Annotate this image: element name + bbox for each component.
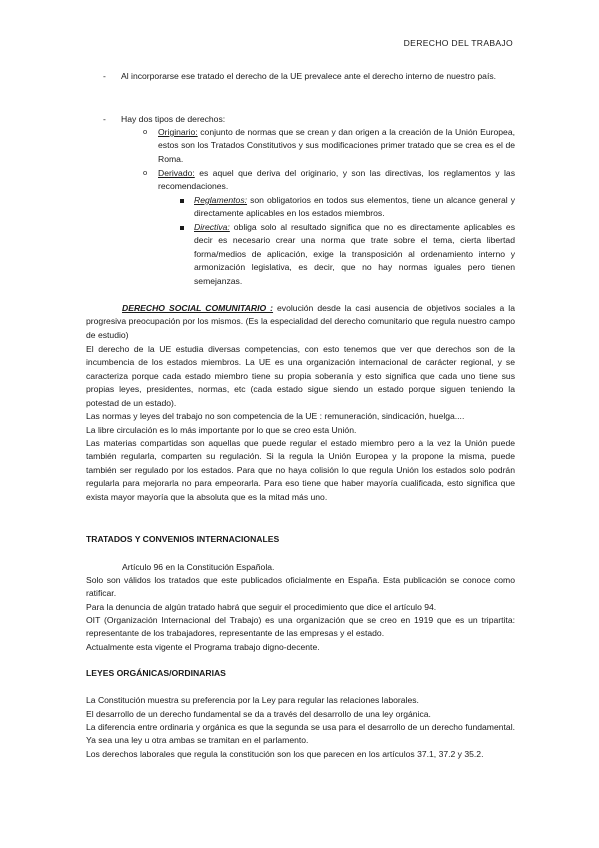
term-derecho-social: DERECHO SOCIAL COMUNITARIO :	[122, 303, 274, 313]
social-paragraph-4: Las materias compartidas son aquellas que puede regular el estado miembro pero a la vez la Unión puede también regularla, comparten su regulación. Si la regula la Unión Europea y la propone la misma, puede también ser regulado por los estados. Para que no haya colisión lo que regula Unión los estados solo podrán regularla para mejorarla no para empeorarla. Para eso tiene que haber mayoría cualificada, esto significa que exista mayor mayoría que la absoluta que es la mitad más uno.	[86, 438, 515, 502]
sublist-originario	[158, 126, 515, 166]
tratados-paragraph-2: Solo son válidos los tratados que este publicados oficialmente en España. Esta publicación se conoce como ratificar.	[86, 575, 515, 599]
social-paragraph-2: Las normas y leyes del trabajo no son competencia de la UE : remuneración, sindicación, huelga....	[86, 411, 465, 421]
square-bullet-icon	[180, 199, 184, 203]
text-reglamentos: son obligatorios en todos sus elementos, tiene un alcance general y directamente aplicables en los estados miembros.	[194, 195, 515, 219]
dash-marker: -	[103, 114, 106, 124]
tratados-paragraph-5: Actualmente esta vigente el Programa trabajo digno-decente.	[86, 642, 320, 652]
text-originario: conjunto de normas que se crean y dan origen a la creación de la Unión Europea, estos son los Tratados Constitutivos y sus modificaciones primer tratado que se crea es el de Roma.	[158, 127, 515, 164]
leyes-paragraph-3: La diferencia entre ordinaria y orgánica es que la segunda se usa para el desarrollo de un derecho fundamental. Ya sea una ley u otra ambas se tramitan en el parlamento.	[86, 722, 515, 746]
term-directiva: Directiva:	[194, 222, 230, 232]
term-originario: Originario:	[158, 127, 198, 137]
text-derivado: es aquel que deriva del originario, y son las directivas, los reglamentos y las recomendaciones.	[158, 168, 515, 192]
social-paragraph-1: El derecho de la UE estudia diversas competencias, con esto tenemos que ver que derechos son de la incumbencia de los estados miembros. La UE es una organización internacional de carácter regional, y se caracteriza porque cada estado miembro tiene su propia soberanía y esto significa que cada uno tiene sus propias leyes, presidentes, normas, etc (cada estado sigue siendo un estado porque siguen teniendo la potestad de un estado).	[86, 344, 515, 408]
running-header: DERECHO DEL TRABAJO	[403, 38, 513, 48]
social-lead: evolución desde la casi ausencia de objetivos sociales a la progresiva preocupación por los mismos. (Es la especialidad del derecho comunitario que regula nuestro campo de estudio)	[86, 303, 515, 340]
dash-marker: -	[103, 71, 106, 81]
tratados-paragraph-4: OIT (Organización Internacional del Trabajo) es una organización que se creo en 1919 que es un tripartita: representante de los trabajadores, representante de las empresas y el estado.	[86, 615, 515, 639]
text-directiva: obliga solo al resultado significa que no es directamente aplicables es decir es necesario crear una norma que trate sobre el tema, cierta libertad forma/medios de aplicación, exige la transposición al ordenamiento interno y armonización legislativa, es decir, que no hay normas iguales pero tienen semejanzas.	[194, 222, 515, 286]
section-heading-leyes: LEYES ORGÁNICAS/ORDINARIAS	[86, 668, 226, 678]
list-item-1: Al incorporarse ese tratado el derecho de la UE prevalece ante el derecho interno de nuestro país.	[121, 71, 497, 81]
circle-bullet-icon: o	[143, 127, 148, 136]
tratados-paragraph-1: Artículo 96 en la Constitución Española.	[122, 562, 275, 572]
square-bullet-icon	[180, 226, 184, 230]
social-intro	[86, 302, 515, 342]
term-derivado: Derivado:	[158, 168, 195, 178]
list-item-2: Hay dos tipos de derechos:	[121, 114, 226, 124]
sublist-derivado	[158, 167, 515, 194]
term-reglamentos: Reglamentos:	[194, 195, 248, 205]
sublist-directiva	[194, 221, 515, 288]
sublist-reglamentos	[194, 194, 515, 221]
leyes-paragraph-1: La Constitución muestra su preferencia por la Ley para regular las relaciones laborales.	[86, 695, 419, 705]
social-paragraph-3: La libre circulación es lo más importante por lo que se creo esta Unión.	[86, 425, 357, 435]
section-heading-tratados: TRATADOS Y CONVENIOS INTERNACIONALES	[86, 534, 280, 544]
leyes-paragraph-2: El desarrollo de un derecho fundamental se da a través del desarrollo de una ley orgánica.	[86, 709, 431, 719]
circle-bullet-icon: o	[143, 168, 148, 177]
tratados-paragraph-3: Para la denuncia de algún tratado habrá que seguir el procedimiento que dice el artículo 94.	[86, 602, 437, 612]
leyes-paragraph-4: Los derechos laborales que regula la constitución son los que parecen en los artículos 37.1, 37.2 y 35.2.	[86, 749, 484, 759]
